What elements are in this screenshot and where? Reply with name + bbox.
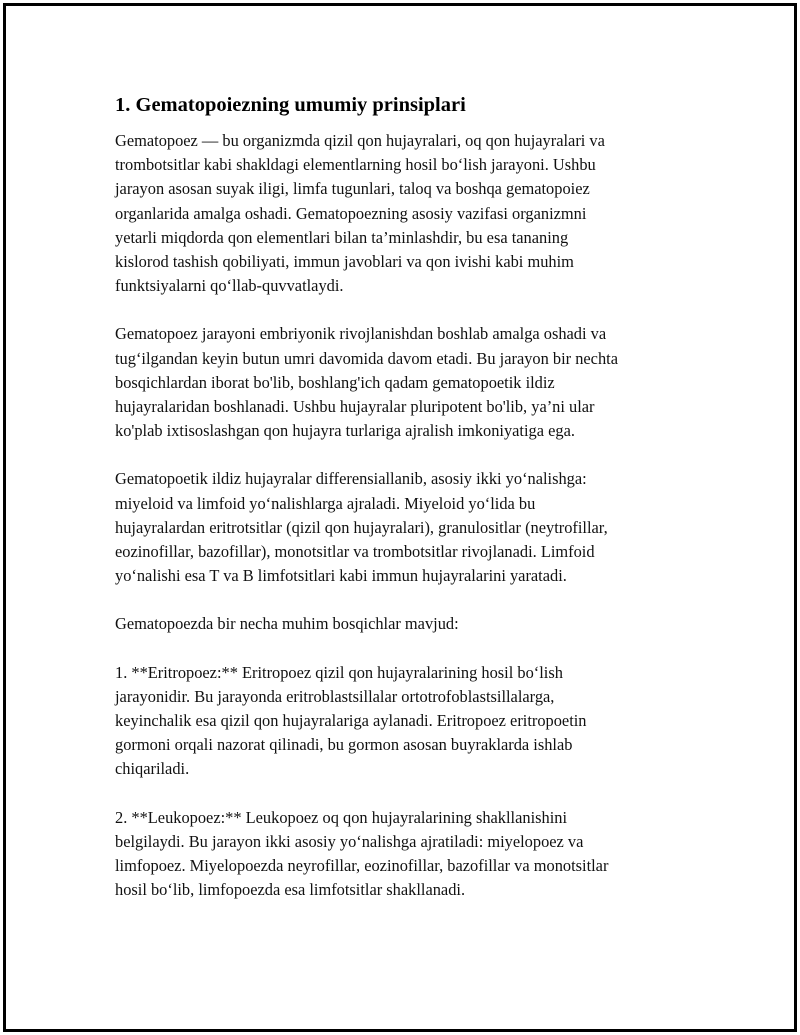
paragraph-development: Gematopoez jarayoni embriyonik rivojlanishdan boshlab amalga oshadi va tug‘ilgandan keyin butun umri davomida davom etadi. Bu jarayon bir nechta bosqichlardan iborat bo'lib, boshlang'ich qadam gematopoetik ildiz hujayralaridan boshlanadi. Ushbu hujayralar pluripotent bo'lib, ya’ni ular ko'plab ixtisoslashgan qon hujayra turlariga ajralish imkoniyatiga ega. <box>115 324 618 441</box>
section-heading: 1. Gematopoiezning umumiy prinsiplari <box>115 94 466 116</box>
paragraph-differentiation: Gematopoetik ildiz hujayralar differensiallanib, asosiy ikki yo‘nalishga: miyeloid va limfoid yo‘nalishlarga ajraladi. Miyeloid yo‘lida bu hujayralardan eritrotsitlar (qizil qon hujayralari), granulositlar (neytrofillar, eozinofillar, bazofillar), monotsitlar va trombotsitlar rivojlanadi. Limfoid yo‘nalishi esa T va B limfotsitlari kabi immun hujayralarini yaratadi. <box>115 469 608 586</box>
document-body <box>115 93 690 926</box>
paragraph-intro: Gematopoez — bu organizmda qizil qon hujayralari, oq qon hujayralari va trombotsitlar kabi shakldagi elementlarning hosil bo‘lish jarayoni. Ushbu jarayon asosan suyak iligi, limfa tugunlari, taloq va boshqa gematopoiez organlarida amalga oshadi. Gematopoezning asosiy vazifasi organizmni yetarli miqdorda qon elementlari bilan ta’minlashdir, bu esa tananing kislorod tashish qobiliyati, immun javoblari va qon ivishi kabi muhim funktsiyalarni qo‘llab-quvvatlaydi. <box>115 131 605 296</box>
paragraph-stages-intro: Gematopoezda bir necha muhim bosqichlar mavjud: <box>115 614 459 634</box>
paragraph-erythropoiesis: 1. **Eritropoez:** Eritropoez qizil qon hujayralarining hosil bo‘lish jarayonidir. Bu jarayonda eritroblastsillalar ortotrofoblastsillalarga, keyinchalik esa qizil qon hujayralariga aylanadi. Eritropoez eritropoetin gormoni orqali nazorat qilinadi, bu gormon asosan buyraklarda ishlab chiqariladi. <box>115 662 587 779</box>
paragraph-leukopoiesis: 2. **Leukopoez:** Leukopoez oq qon hujayralarining shakllanishini belgilaydi. Bu jarayon ikki asosiy yo‘nalishga ajratiladi: miyelopoez va limfopoez. Miyelopoezda neyrofillar, eozinofillar, bazofillar va monotsitlar hosil bo‘lib, limfopoezda esa limfotsitlar shakllanadi. <box>115 807 609 900</box>
